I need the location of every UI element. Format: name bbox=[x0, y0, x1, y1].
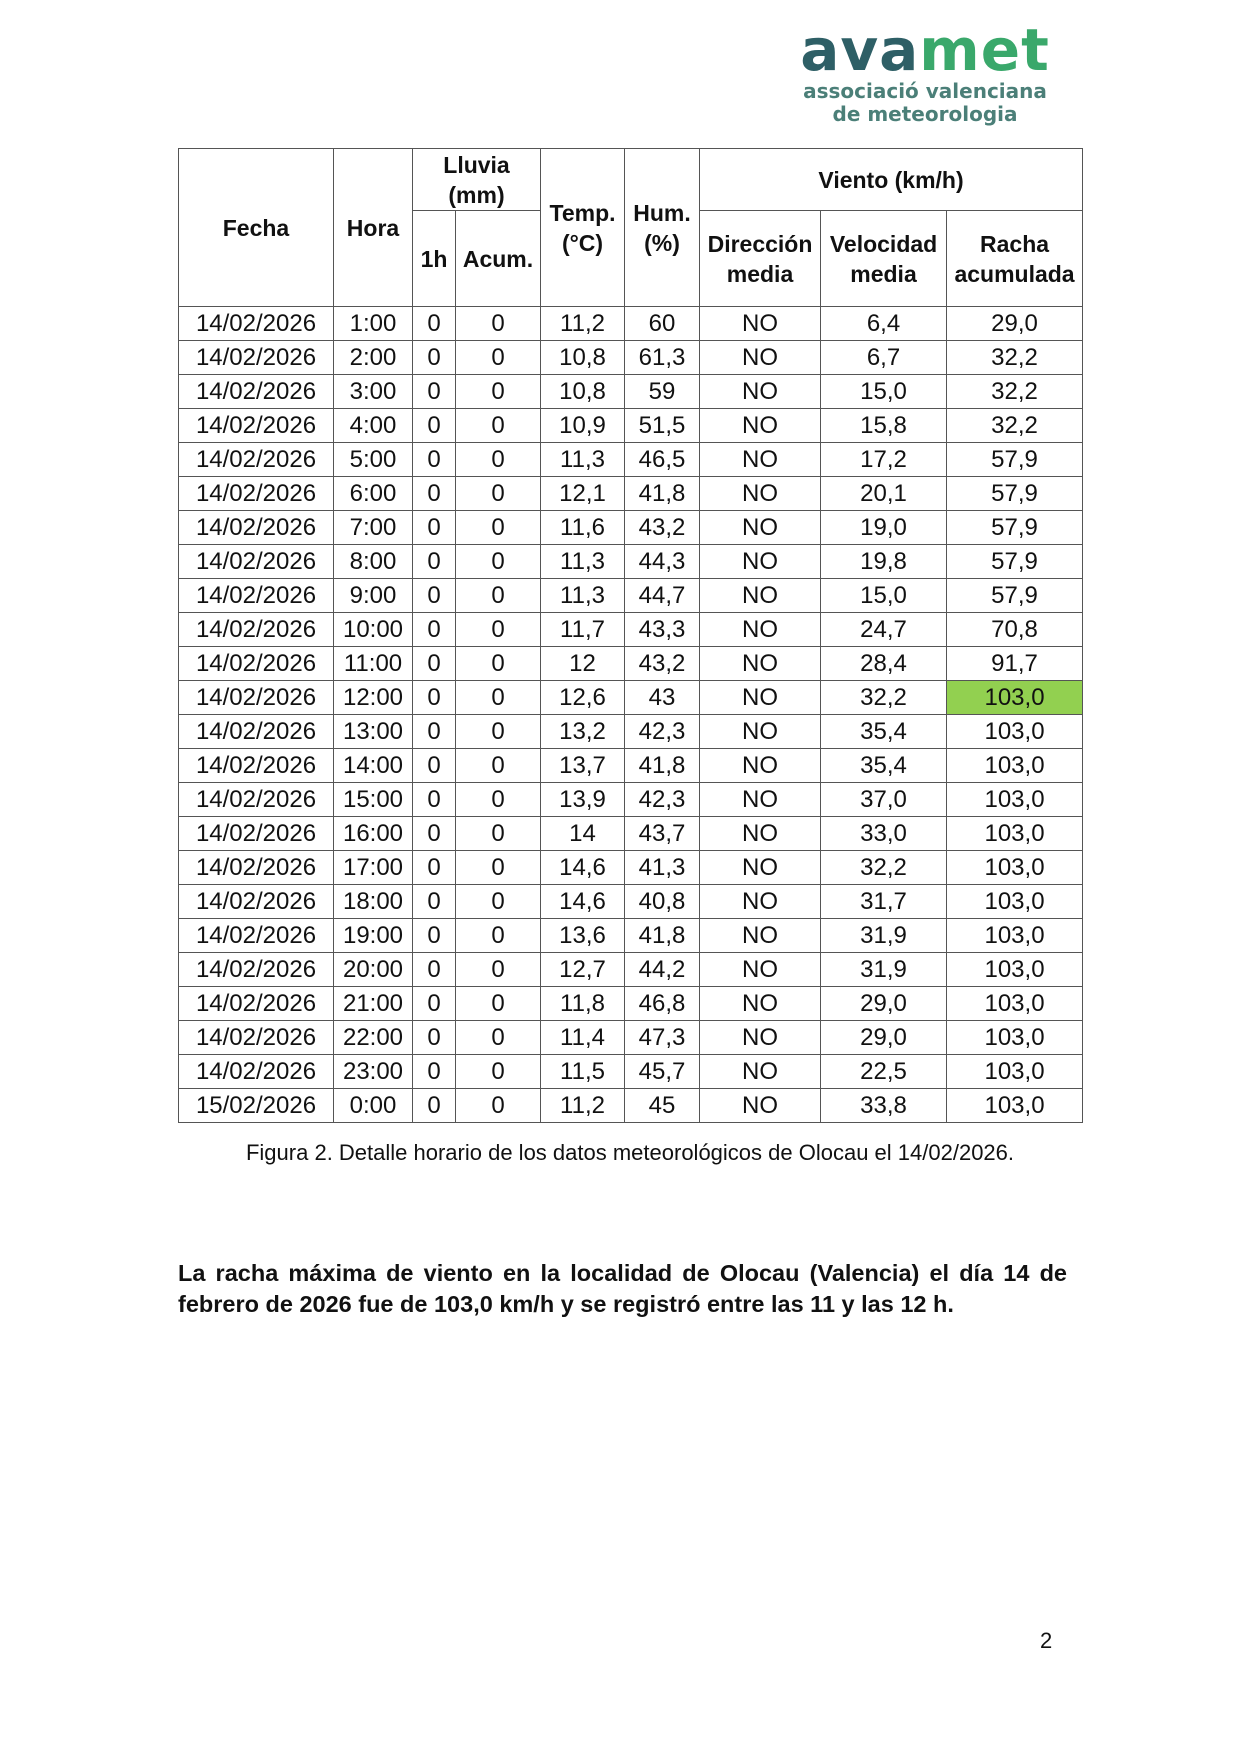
cell-hum: 46,5 bbox=[625, 443, 700, 477]
cell-hum: 41,8 bbox=[625, 477, 700, 511]
cell-lluvia-1h: 0 bbox=[413, 851, 456, 885]
cell-lluvia-1h: 0 bbox=[413, 477, 456, 511]
cell-direccion: NO bbox=[700, 885, 821, 919]
table-row bbox=[179, 783, 1083, 817]
cell-lluvia-1h: 0 bbox=[413, 953, 456, 987]
cell-racha: 91,7 bbox=[947, 647, 1083, 681]
cell-velocidad: 29,0 bbox=[821, 987, 947, 1021]
cell-direccion: NO bbox=[700, 375, 821, 409]
table-row bbox=[179, 681, 1083, 715]
cell-hora: 22:00 bbox=[334, 1021, 413, 1055]
cell-fecha: 14/02/2026 bbox=[179, 681, 334, 715]
cell-hum: 61,3 bbox=[625, 341, 700, 375]
cell-lluvia-1h: 0 bbox=[413, 341, 456, 375]
table-row bbox=[179, 613, 1083, 647]
cell-hora: 23:00 bbox=[334, 1055, 413, 1089]
cell-temp: 12 bbox=[541, 647, 625, 681]
cell-lluvia-1h: 0 bbox=[413, 681, 456, 715]
cell-velocidad: 28,4 bbox=[821, 647, 947, 681]
cell-velocidad: 32,2 bbox=[821, 681, 947, 715]
cell-velocidad: 35,4 bbox=[821, 749, 947, 783]
table-row bbox=[179, 545, 1083, 579]
cell-lluvia-acum: 0 bbox=[456, 409, 541, 443]
header-velocidad: Velocidad media bbox=[821, 211, 947, 307]
cell-hum: 43,2 bbox=[625, 647, 700, 681]
cell-lluvia-acum: 0 bbox=[456, 851, 541, 885]
cell-racha: 103,0 bbox=[947, 851, 1083, 885]
cell-hora: 20:00 bbox=[334, 953, 413, 987]
cell-lluvia-1h: 0 bbox=[413, 1055, 456, 1089]
table-row bbox=[179, 919, 1083, 953]
cell-racha: 103,0 bbox=[947, 749, 1083, 783]
table-row bbox=[179, 409, 1083, 443]
cell-velocidad: 31,7 bbox=[821, 885, 947, 919]
cell-temp: 11,5 bbox=[541, 1055, 625, 1089]
cell-hum: 44,3 bbox=[625, 545, 700, 579]
cell-temp: 11,2 bbox=[541, 1089, 625, 1123]
cell-lluvia-acum: 0 bbox=[456, 477, 541, 511]
cell-racha: 57,9 bbox=[947, 511, 1083, 545]
cell-hum: 45 bbox=[625, 1089, 700, 1123]
cell-direccion: NO bbox=[700, 545, 821, 579]
header-hora: Hora bbox=[334, 149, 413, 307]
cell-hora: 19:00 bbox=[334, 919, 413, 953]
cell-lluvia-1h: 0 bbox=[413, 749, 456, 783]
cell-temp: 13,2 bbox=[541, 715, 625, 749]
cell-fecha: 14/02/2026 bbox=[179, 885, 334, 919]
cell-direccion: NO bbox=[700, 409, 821, 443]
cell-fecha: 14/02/2026 bbox=[179, 545, 334, 579]
cell-lluvia-acum: 0 bbox=[456, 681, 541, 715]
cell-fecha: 14/02/2026 bbox=[179, 1055, 334, 1089]
cell-hora: 2:00 bbox=[334, 341, 413, 375]
cell-direccion: NO bbox=[700, 511, 821, 545]
cell-racha: 57,9 bbox=[947, 545, 1083, 579]
cell-temp: 11,3 bbox=[541, 579, 625, 613]
cell-racha: 70,8 bbox=[947, 613, 1083, 647]
cell-direccion: NO bbox=[700, 715, 821, 749]
cell-velocidad: 19,8 bbox=[821, 545, 947, 579]
cell-direccion: NO bbox=[700, 1055, 821, 1089]
table-row bbox=[179, 1055, 1083, 1089]
cell-direccion: NO bbox=[700, 1089, 821, 1123]
cell-hum: 46,8 bbox=[625, 987, 700, 1021]
cell-temp: 14 bbox=[541, 817, 625, 851]
cell-hum: 43,7 bbox=[625, 817, 700, 851]
cell-lluvia-1h: 0 bbox=[413, 409, 456, 443]
cell-lluvia-1h: 0 bbox=[413, 987, 456, 1021]
cell-fecha: 14/02/2026 bbox=[179, 1021, 334, 1055]
cell-hum: 47,3 bbox=[625, 1021, 700, 1055]
cell-direccion: NO bbox=[700, 953, 821, 987]
header-racha: Racha acumulada bbox=[947, 211, 1083, 307]
cell-racha: 103,0 bbox=[947, 885, 1083, 919]
cell-hora: 9:00 bbox=[334, 579, 413, 613]
cell-temp: 14,6 bbox=[541, 885, 625, 919]
cell-hum: 42,3 bbox=[625, 783, 700, 817]
cell-temp: 11,3 bbox=[541, 545, 625, 579]
cell-direccion: NO bbox=[700, 579, 821, 613]
cell-velocidad: 35,4 bbox=[821, 715, 947, 749]
page-number: 2 bbox=[1040, 1628, 1053, 1653]
cell-fecha: 15/02/2026 bbox=[179, 1089, 334, 1123]
cell-fecha: 14/02/2026 bbox=[179, 477, 334, 511]
cell-fecha: 14/02/2026 bbox=[179, 613, 334, 647]
cell-velocidad: 29,0 bbox=[821, 1021, 947, 1055]
cell-velocidad: 15,8 bbox=[821, 409, 947, 443]
cell-lluvia-acum: 0 bbox=[456, 375, 541, 409]
cell-direccion: NO bbox=[700, 477, 821, 511]
cell-fecha: 14/02/2026 bbox=[179, 579, 334, 613]
cell-temp: 12,6 bbox=[541, 681, 625, 715]
cell-fecha: 14/02/2026 bbox=[179, 851, 334, 885]
cell-lluvia-1h: 0 bbox=[413, 715, 456, 749]
cell-lluvia-1h: 0 bbox=[413, 511, 456, 545]
cell-hum: 43 bbox=[625, 681, 700, 715]
cell-temp: 10,8 bbox=[541, 341, 625, 375]
cell-hora: 3:00 bbox=[334, 375, 413, 409]
header-viento: Viento (km/h) bbox=[700, 149, 1083, 211]
cell-velocidad: 31,9 bbox=[821, 953, 947, 987]
cell-lluvia-1h: 0 bbox=[413, 307, 456, 341]
conclusion-paragraph: La racha máxima de viento en la localidad de Olocau (Valencia) el día 14 de febrero de 2026 fue de 103,0 km/h y se registró entre las 11 y las 12 h. bbox=[178, 1260, 1067, 1317]
cell-hora: 14:00 bbox=[334, 749, 413, 783]
table-row bbox=[179, 443, 1083, 477]
table-row bbox=[179, 477, 1083, 511]
cell-velocidad: 15,0 bbox=[821, 579, 947, 613]
cell-velocidad: 32,2 bbox=[821, 851, 947, 885]
cell-fecha: 14/02/2026 bbox=[179, 817, 334, 851]
cell-hum: 44,7 bbox=[625, 579, 700, 613]
cell-velocidad: 6,7 bbox=[821, 341, 947, 375]
table-row bbox=[179, 1089, 1083, 1123]
cell-direccion: NO bbox=[700, 613, 821, 647]
table-body bbox=[179, 307, 1083, 1123]
cell-lluvia-acum: 0 bbox=[456, 783, 541, 817]
cell-lluvia-1h: 0 bbox=[413, 1089, 456, 1123]
cell-lluvia-1h: 0 bbox=[413, 885, 456, 919]
cell-hora: 21:00 bbox=[334, 987, 413, 1021]
cell-fecha: 14/02/2026 bbox=[179, 375, 334, 409]
cell-temp: 11,4 bbox=[541, 1021, 625, 1055]
table-row bbox=[179, 375, 1083, 409]
header-hum: Hum. (%) bbox=[625, 149, 700, 307]
cell-racha: 57,9 bbox=[947, 443, 1083, 477]
cell-racha: 32,2 bbox=[947, 409, 1083, 443]
cell-lluvia-acum: 0 bbox=[456, 1055, 541, 1089]
cell-hum: 59 bbox=[625, 375, 700, 409]
cell-lluvia-1h: 0 bbox=[413, 545, 456, 579]
cell-hora: 11:00 bbox=[334, 647, 413, 681]
cell-racha: 103,0 bbox=[947, 1055, 1083, 1089]
cell-fecha: 14/02/2026 bbox=[179, 783, 334, 817]
cell-velocidad: 17,2 bbox=[821, 443, 947, 477]
cell-hora: 1:00 bbox=[334, 307, 413, 341]
cell-hum: 41,3 bbox=[625, 851, 700, 885]
cell-fecha: 14/02/2026 bbox=[179, 749, 334, 783]
cell-fecha: 14/02/2026 bbox=[179, 987, 334, 1021]
cell-velocidad: 22,5 bbox=[821, 1055, 947, 1089]
header-lluvia-acum: Acum. bbox=[456, 211, 541, 307]
cell-fecha: 14/02/2026 bbox=[179, 511, 334, 545]
avamet-logo bbox=[800, 16, 1050, 126]
cell-direccion: NO bbox=[700, 817, 821, 851]
cell-velocidad: 15,0 bbox=[821, 375, 947, 409]
cell-lluvia-acum: 0 bbox=[456, 443, 541, 477]
cell-direccion: NO bbox=[700, 783, 821, 817]
cell-temp: 14,6 bbox=[541, 851, 625, 885]
cell-racha: 103,0 bbox=[947, 681, 1083, 715]
cell-temp: 11,7 bbox=[541, 613, 625, 647]
cell-velocidad: 31,9 bbox=[821, 919, 947, 953]
cell-temp: 13,6 bbox=[541, 919, 625, 953]
cell-hora: 17:00 bbox=[334, 851, 413, 885]
cell-direccion: NO bbox=[700, 749, 821, 783]
cell-direccion: NO bbox=[700, 443, 821, 477]
cell-hora: 5:00 bbox=[334, 443, 413, 477]
cell-lluvia-acum: 0 bbox=[456, 817, 541, 851]
cell-temp: 10,8 bbox=[541, 375, 625, 409]
cell-hum: 43,2 bbox=[625, 511, 700, 545]
cell-temp: 12,1 bbox=[541, 477, 625, 511]
cell-lluvia-acum: 0 bbox=[456, 715, 541, 749]
cell-temp: 11,3 bbox=[541, 443, 625, 477]
table-row bbox=[179, 1021, 1083, 1055]
cell-hum: 45,7 bbox=[625, 1055, 700, 1089]
cell-hum: 51,5 bbox=[625, 409, 700, 443]
logo-wordmark: avamet bbox=[800, 16, 1050, 84]
table-row bbox=[179, 749, 1083, 783]
cell-lluvia-1h: 0 bbox=[413, 647, 456, 681]
cell-velocidad: 24,7 bbox=[821, 613, 947, 647]
cell-fecha: 14/02/2026 bbox=[179, 919, 334, 953]
cell-lluvia-1h: 0 bbox=[413, 1021, 456, 1055]
cell-lluvia-1h: 0 bbox=[413, 375, 456, 409]
cell-lluvia-1h: 0 bbox=[413, 817, 456, 851]
cell-temp: 11,8 bbox=[541, 987, 625, 1021]
table-row bbox=[179, 987, 1083, 1021]
cell-temp: 11,2 bbox=[541, 307, 625, 341]
figure-caption: Figura 2. Detalle horario de los datos meteorológicos de Olocau el 14/02/2026. bbox=[245, 1140, 1015, 1165]
table-row bbox=[179, 307, 1083, 341]
header-lluvia: Lluvia (mm) bbox=[413, 149, 541, 211]
table-row bbox=[179, 953, 1083, 987]
cell-racha: 32,2 bbox=[947, 341, 1083, 375]
cell-hum: 60 bbox=[625, 307, 700, 341]
cell-velocidad: 33,0 bbox=[821, 817, 947, 851]
cell-temp: 13,9 bbox=[541, 783, 625, 817]
cell-lluvia-acum: 0 bbox=[456, 613, 541, 647]
cell-fecha: 14/02/2026 bbox=[179, 443, 334, 477]
cell-hora: 8:00 bbox=[334, 545, 413, 579]
header-direccion: Dirección media bbox=[700, 211, 821, 307]
cell-lluvia-acum: 0 bbox=[456, 953, 541, 987]
cell-direccion: NO bbox=[700, 1021, 821, 1055]
cell-fecha: 14/02/2026 bbox=[179, 953, 334, 987]
cell-fecha: 14/02/2026 bbox=[179, 341, 334, 375]
cell-temp: 10,9 bbox=[541, 409, 625, 443]
header-lluvia-1h: 1h bbox=[413, 211, 456, 307]
cell-velocidad: 37,0 bbox=[821, 783, 947, 817]
cell-direccion: NO bbox=[700, 681, 821, 715]
cell-hora: 15:00 bbox=[334, 783, 413, 817]
cell-direccion: NO bbox=[700, 647, 821, 681]
cell-racha: 32,2 bbox=[947, 375, 1083, 409]
cell-velocidad: 19,0 bbox=[821, 511, 947, 545]
cell-lluvia-acum: 0 bbox=[456, 579, 541, 613]
cell-lluvia-acum: 0 bbox=[456, 341, 541, 375]
table-row bbox=[179, 817, 1083, 851]
cell-fecha: 14/02/2026 bbox=[179, 307, 334, 341]
cell-direccion: NO bbox=[700, 307, 821, 341]
cell-racha: 103,0 bbox=[947, 1021, 1083, 1055]
cell-lluvia-1h: 0 bbox=[413, 613, 456, 647]
cell-racha: 103,0 bbox=[947, 817, 1083, 851]
table-row bbox=[179, 647, 1083, 681]
cell-temp: 11,6 bbox=[541, 511, 625, 545]
header-fecha: Fecha bbox=[179, 149, 334, 307]
cell-hum: 41,8 bbox=[625, 919, 700, 953]
cell-hora: 10:00 bbox=[334, 613, 413, 647]
cell-hora: 16:00 bbox=[334, 817, 413, 851]
logo-subtitle-line1: associació valenciana bbox=[803, 79, 1047, 103]
cell-lluvia-acum: 0 bbox=[456, 749, 541, 783]
weather-data-table bbox=[178, 148, 1083, 1123]
cell-direccion: NO bbox=[700, 851, 821, 885]
cell-lluvia-acum: 0 bbox=[456, 647, 541, 681]
cell-lluvia-acum: 0 bbox=[456, 1021, 541, 1055]
cell-lluvia-acum: 0 bbox=[456, 307, 541, 341]
header-temp: Temp. (°C) bbox=[541, 149, 625, 307]
cell-racha: 103,0 bbox=[947, 919, 1083, 953]
cell-hora: 18:00 bbox=[334, 885, 413, 919]
cell-racha: 103,0 bbox=[947, 715, 1083, 749]
table-row bbox=[179, 885, 1083, 919]
cell-hum: 44,2 bbox=[625, 953, 700, 987]
cell-racha: 103,0 bbox=[947, 987, 1083, 1021]
cell-fecha: 14/02/2026 bbox=[179, 715, 334, 749]
cell-temp: 13,7 bbox=[541, 749, 625, 783]
cell-lluvia-acum: 0 bbox=[456, 1089, 541, 1123]
cell-lluvia-acum: 0 bbox=[456, 919, 541, 953]
cell-lluvia-1h: 0 bbox=[413, 443, 456, 477]
cell-lluvia-acum: 0 bbox=[456, 885, 541, 919]
cell-lluvia-acum: 0 bbox=[456, 987, 541, 1021]
table-row bbox=[179, 579, 1083, 613]
table-row bbox=[179, 715, 1083, 749]
cell-racha: 103,0 bbox=[947, 1089, 1083, 1123]
cell-fecha: 14/02/2026 bbox=[179, 647, 334, 681]
cell-velocidad: 20,1 bbox=[821, 477, 947, 511]
cell-racha: 57,9 bbox=[947, 477, 1083, 511]
cell-fecha: 14/02/2026 bbox=[179, 409, 334, 443]
cell-racha: 57,9 bbox=[947, 579, 1083, 613]
cell-lluvia-1h: 0 bbox=[413, 783, 456, 817]
cell-hum: 42,3 bbox=[625, 715, 700, 749]
cell-velocidad: 6,4 bbox=[821, 307, 947, 341]
cell-hum: 40,8 bbox=[625, 885, 700, 919]
cell-velocidad: 33,8 bbox=[821, 1089, 947, 1123]
cell-direccion: NO bbox=[700, 987, 821, 1021]
cell-hora: 4:00 bbox=[334, 409, 413, 443]
table-row bbox=[179, 341, 1083, 375]
cell-racha: 103,0 bbox=[947, 953, 1083, 987]
cell-lluvia-1h: 0 bbox=[413, 579, 456, 613]
cell-direccion: NO bbox=[700, 341, 821, 375]
cell-hora: 6:00 bbox=[334, 477, 413, 511]
logo-subtitle-line2: de meteorologia bbox=[832, 102, 1018, 126]
cell-racha: 103,0 bbox=[947, 783, 1083, 817]
cell-hum: 43,3 bbox=[625, 613, 700, 647]
cell-hora: 0:00 bbox=[334, 1089, 413, 1123]
cell-lluvia-acum: 0 bbox=[456, 511, 541, 545]
cell-hora: 7:00 bbox=[334, 511, 413, 545]
cell-hora: 12:00 bbox=[334, 681, 413, 715]
cell-temp: 12,7 bbox=[541, 953, 625, 987]
cell-hum: 41,8 bbox=[625, 749, 700, 783]
cell-lluvia-1h: 0 bbox=[413, 919, 456, 953]
cell-racha: 29,0 bbox=[947, 307, 1083, 341]
cell-hora: 13:00 bbox=[334, 715, 413, 749]
cell-lluvia-acum: 0 bbox=[456, 545, 541, 579]
table-row bbox=[179, 851, 1083, 885]
table-row bbox=[179, 511, 1083, 545]
cell-direccion: NO bbox=[700, 919, 821, 953]
